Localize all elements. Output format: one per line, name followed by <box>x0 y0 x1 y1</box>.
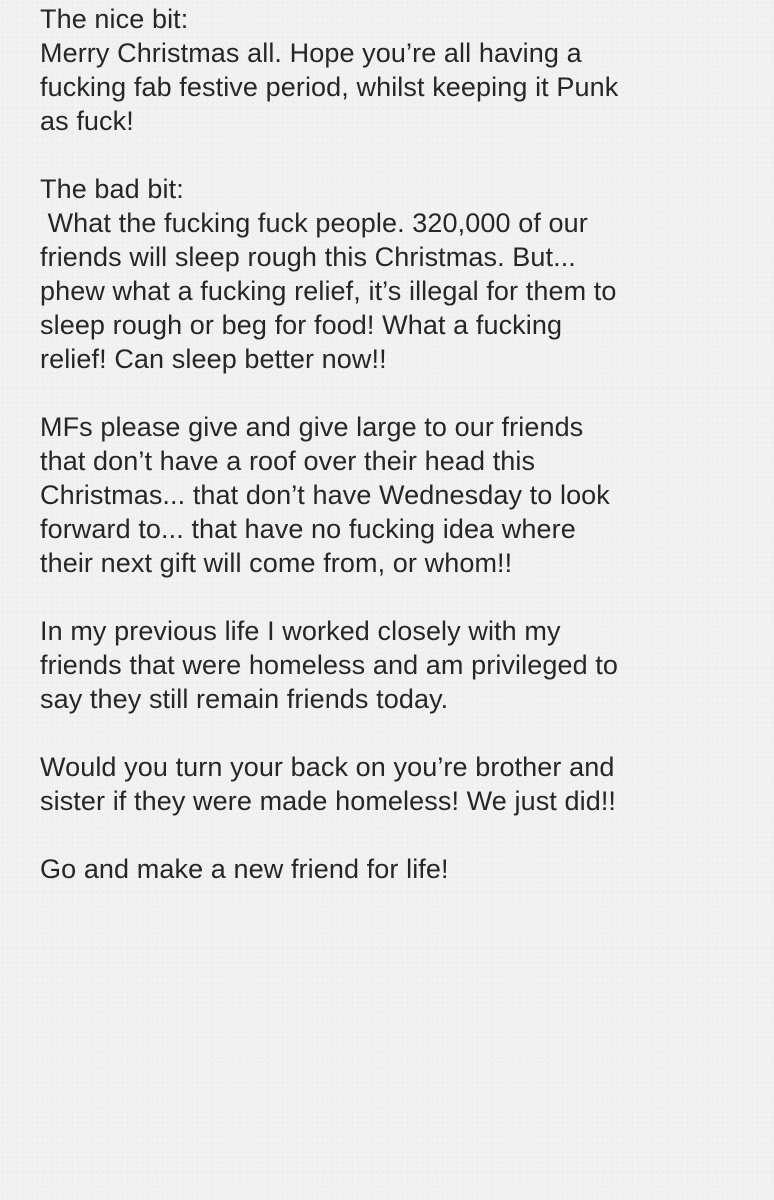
text-line: Merry Christmas all. Hope you’re all having a <box>40 38 582 68</box>
text-line: MFs please give and give large to our friends <box>40 412 584 442</box>
text-line: Go and make a new friend for life! <box>40 854 449 884</box>
text-line: The nice bit: <box>40 4 189 34</box>
text-line: The bad bit: <box>40 174 184 204</box>
text-line: as fuck! <box>40 106 134 136</box>
blank-line <box>40 138 740 172</box>
text-line: say they still remain friends today. <box>40 684 449 714</box>
blank-line <box>40 580 740 614</box>
text-line: Christmas... that don’t have Wednesday to look <box>40 480 610 510</box>
text-line: In my previous life I worked closely with my <box>40 616 561 646</box>
text-line: friends that were homeless and am privileged to <box>40 650 619 680</box>
note-text <box>40 2 740 886</box>
text-line: relief! Can sleep better now!! <box>40 344 387 374</box>
text-line: their next gift will come from, or whom!! <box>40 548 513 578</box>
blank-line <box>40 716 740 750</box>
text-line: Would you turn your back on you’re brother and <box>40 752 615 782</box>
text-line: that don’t have a roof over their head this <box>40 446 536 476</box>
blank-line <box>40 818 740 852</box>
text-line: friends will sleep rough this Christmas. But... <box>40 242 576 272</box>
blank-line <box>40 376 740 410</box>
text-line: What the fucking fuck people. 320,000 of our <box>40 208 588 238</box>
text-line: sleep rough or beg for food! What a fucking <box>40 310 563 340</box>
text-line: sister if they were made homeless! We just did!! <box>40 786 617 816</box>
text-line: phew what a fucking relief, it’s illegal for them to <box>40 276 617 306</box>
text-line: fucking fab festive period, whilst keeping it Punk <box>40 72 619 102</box>
text-line: forward to... that have no fucking idea where <box>40 514 576 544</box>
